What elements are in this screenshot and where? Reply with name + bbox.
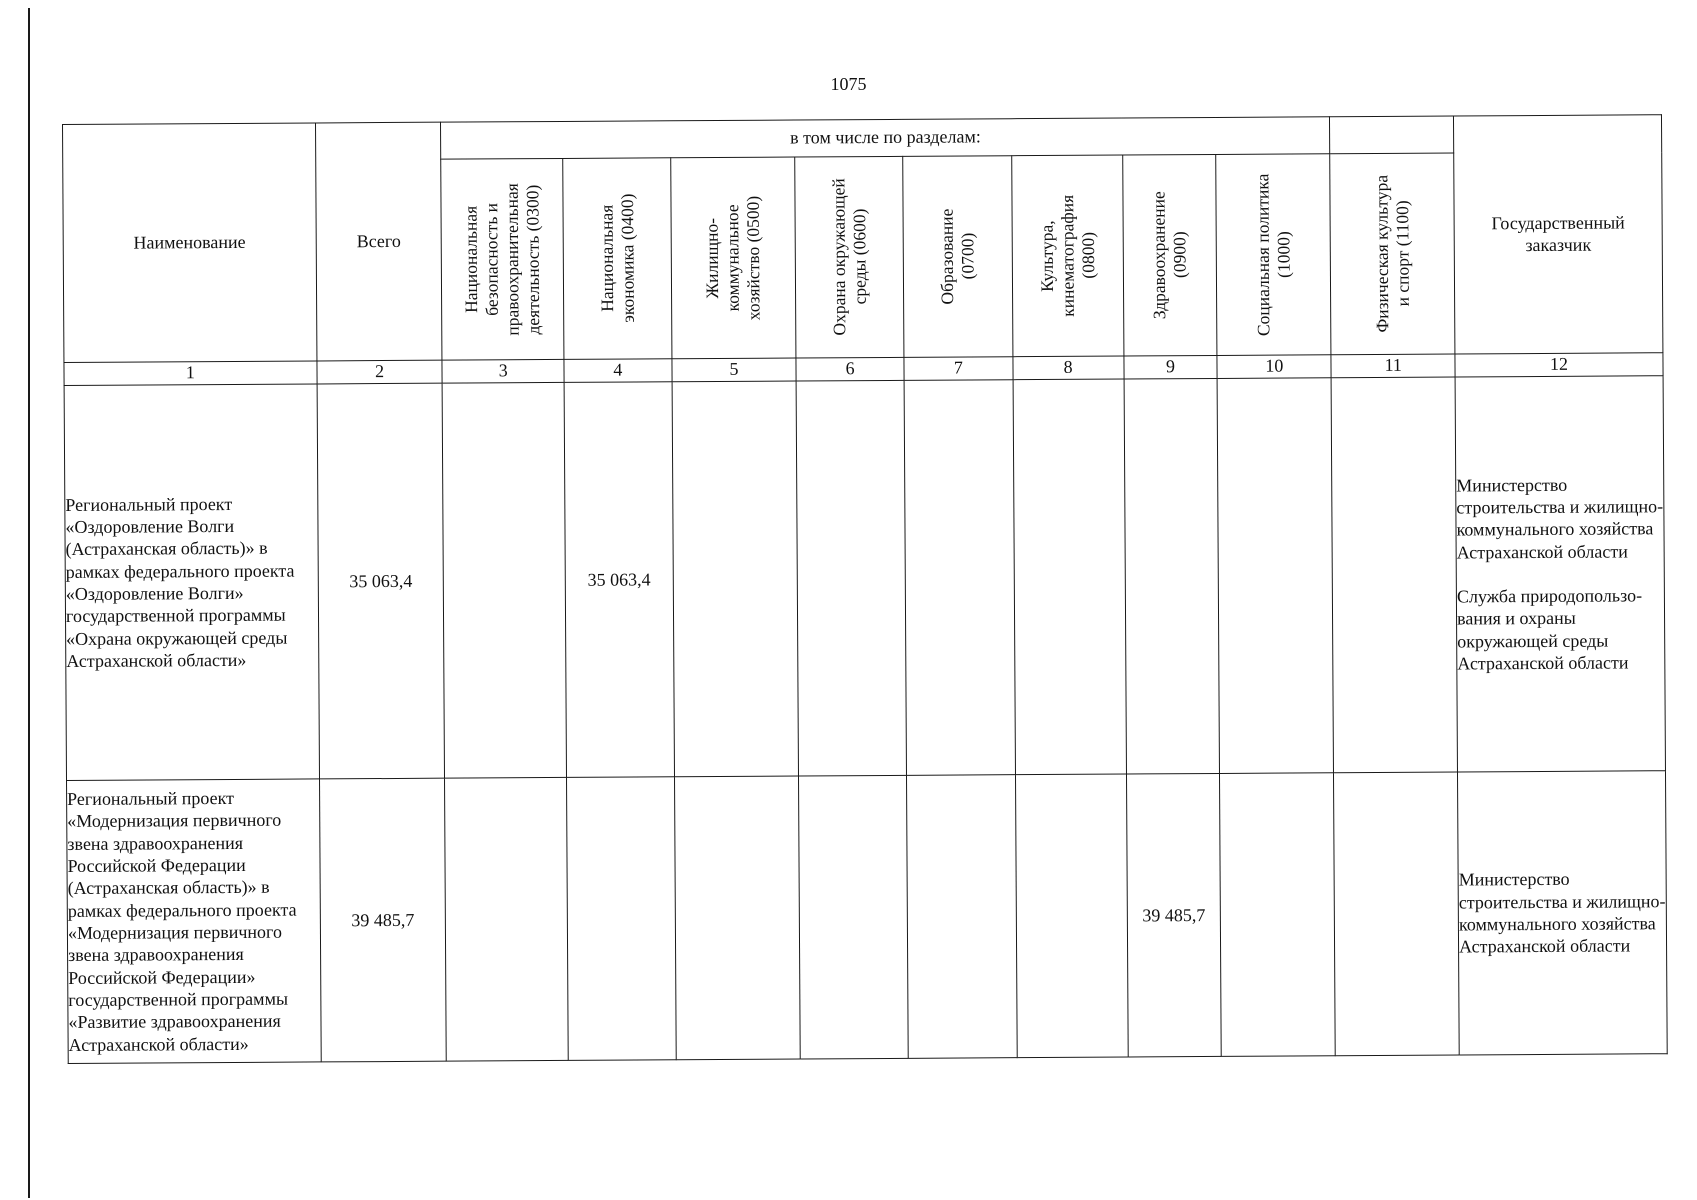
- header-name: Наименование: [63, 123, 317, 363]
- section-value: [1217, 378, 1333, 774]
- column-number: 8: [1013, 356, 1124, 380]
- header-group-blank: [1330, 116, 1454, 154]
- customer-name: Министерство строительства и жилищно-коммунального хозяйства Астраханской области: [1456, 474, 1664, 563]
- section-value: [566, 777, 675, 1061]
- section-value: [1331, 377, 1457, 773]
- customer-cell: [1455, 376, 1665, 772]
- section-value: [674, 776, 800, 1060]
- customer-cell: [1458, 771, 1668, 1055]
- table-row: [64, 376, 1665, 781]
- section-value: [796, 380, 906, 776]
- total-value: 35 063,4: [317, 383, 445, 779]
- section-value: [1124, 378, 1220, 774]
- customer-name: Министерство строительства и жилищно-коммунального хозяйства Астраханской области: [1458, 869, 1666, 957]
- section-value: [906, 775, 1016, 1059]
- header-section-0800: Культура, кинематография (0800): [1011, 155, 1123, 357]
- section-value: [1334, 772, 1459, 1056]
- section-value: [1013, 379, 1126, 775]
- section-value: [1015, 774, 1128, 1058]
- customer-name: Служба природопользо-вания и охраны окружающей среды Астраханской области: [1456, 585, 1643, 674]
- section-value: [672, 381, 799, 777]
- header-total: Всего: [315, 122, 442, 361]
- budget-table: [62, 114, 1668, 1064]
- header-section-0900: Здравоохранение (0900): [1122, 154, 1217, 356]
- header-section-0700: Образование (0700): [903, 156, 1013, 358]
- header-section-1000: Социальная политика (1000): [1216, 154, 1331, 356]
- table-row: [67, 771, 1668, 1064]
- column-number: 2: [317, 360, 443, 384]
- column-number: 1: [64, 361, 317, 386]
- column-number: 5: [672, 358, 797, 382]
- header-section-0300: Национальная безопасность и правоохранительная деятельность (0300): [441, 158, 564, 360]
- section-value: [904, 380, 1015, 776]
- column-number: 12: [1455, 353, 1663, 377]
- column-number: 6: [796, 357, 904, 381]
- column-number: 4: [564, 359, 672, 383]
- header-customer: Государственный заказчик: [1454, 115, 1663, 354]
- column-number: 10: [1217, 355, 1331, 379]
- header-section-0400: Национальная экономика (0400): [563, 158, 672, 360]
- column-number: 11: [1331, 354, 1455, 378]
- header-section-1100: Физическая культура и спорт (1100): [1330, 153, 1455, 355]
- header-section-0600: Охрана окружающей среды (0600): [795, 156, 904, 358]
- project-name: Региональный проект «Оздоровление Волги (Астраханская область)» в рамках федерального проекта «Оздоровление Волги» государственной программы «Охрана окружающей среды Астраханской области»: [64, 384, 319, 781]
- project-name: Региональный проект «Модернизация первичного звена здравоохранения Российской Федерации (Астраханская область)» в рамках федерального проекта «Модернизация первичного звена здравоохранения Российской Федерации» государственной программы «Развитие здравоохранения Астраханской области»: [67, 779, 321, 1064]
- column-number: 3: [442, 359, 564, 383]
- column-number: 9: [1123, 355, 1217, 379]
- section-value: 35 063,4: [564, 382, 674, 778]
- section-value: [799, 775, 908, 1059]
- page-margin-line: [28, 8, 30, 1198]
- section-value: [445, 777, 568, 1061]
- section-value: [443, 382, 567, 778]
- section-value: 39 485,7: [1126, 773, 1222, 1057]
- total-value: 39 485,7: [319, 778, 447, 1062]
- column-number: 7: [904, 357, 1013, 381]
- section-value: [1220, 773, 1336, 1057]
- header-section-0500: Жилищно- коммунальное хозяйство (0500): [670, 157, 796, 359]
- header-sections-group: в том числе по разделам:: [441, 117, 1330, 159]
- page-number: 1075: [830, 74, 867, 94]
